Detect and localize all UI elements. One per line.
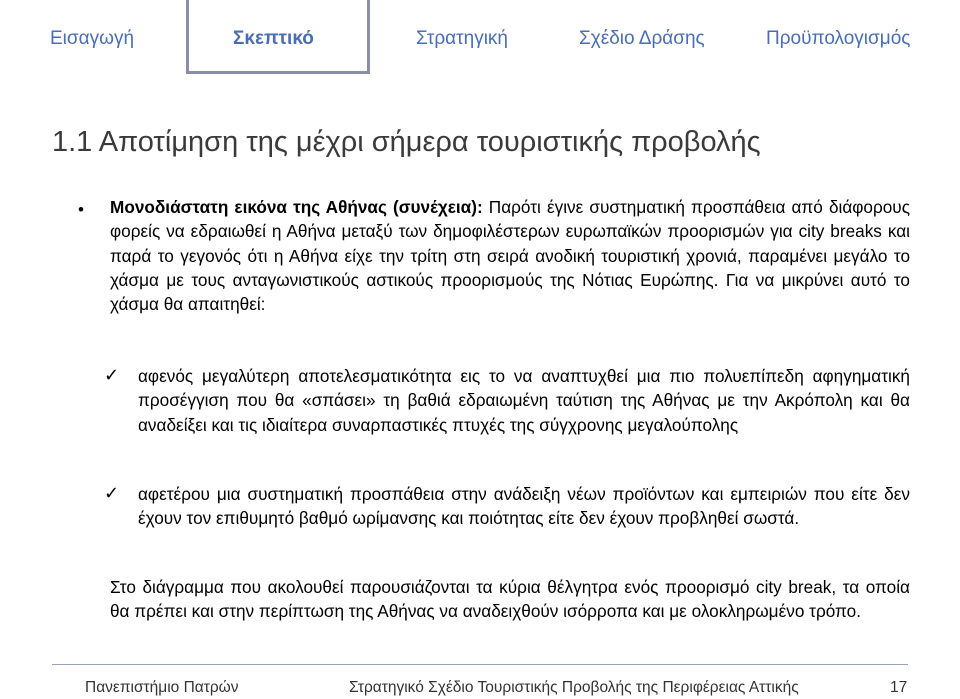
checkmark-icon: ✓: [104, 365, 120, 385]
page-number: 17: [890, 679, 908, 696]
tab-strategy[interactable]: Στρατηγική: [416, 28, 508, 49]
section-title: 1.1 Αποτίμηση της μέχρι σήμερα τουριστικής προβολής: [52, 126, 761, 158]
checkmark-icon: ✓: [104, 483, 120, 503]
footer-university: Πανεπιστήμιο Πατρών: [85, 679, 239, 696]
check-item-1: αφενός μεγαλύτερη αποτελεσματικότητα εις το να αναπτυχθεί μια πιο πολυεπίπεδη αφηγηματική προσέγγιση που θα «σπάσει» τη βαθιά εδραιωμένη ταύτιση της Αθήνας με την Ακρόπολη και θα αναδείξει και τις ιδιαίτερα συναρπαστικές πτυχές της σύγχρονης μεγαλούπολης: [138, 366, 910, 435]
footer-document-title: Στρατηγικό Σχέδιο Τουριστικής Προβολής της Περιφέρειας Αττικής: [349, 679, 799, 696]
intro-bold-lead: Μονοδιάστατη εικόνα της Αθήνας (συνέχεια):: [110, 197, 483, 217]
bullet-marker: •: [78, 200, 84, 219]
tab-rationale[interactable]: Σκεπτικό: [233, 28, 314, 49]
intro-paragraph: [110, 195, 910, 316]
check-item-2: αφετέρου μια συστηματική προσπάθεια στην ανάδειξη νέων προϊόντων και εμπειριών που είτε δεν έχουν τον επιθυμητό βαθμό ωρίμανσης και ποιότητας είτε δεν έχουν προβληθεί σωστά.: [138, 484, 910, 529]
closing-paragraph: Στο διάγραμμα που ακολουθεί παρουσιάζονται τα κύρια θέλγητρα ενός προορισμό city break, τα οποία θα πρέπει και στην περίπτωση της Αθήνας να αναδειχθούν ισόρροπα και με ολοκληρωμένο τρόπο.: [110, 577, 910, 622]
top-navigation: [0, 0, 960, 90]
tab-introduction[interactable]: Εισαγωγή: [50, 28, 135, 49]
intro-text: Παρότι έγινε συστηματική προσπάθεια από διάφορους φορείς να εδραιωθεί η Αθήνα μεταξύ των δημοφιλέστερων ευρωπαϊκών προορισμών για city breaks και παρά το γεγονός ότι η Αθήνα είχε την τρίτη στη σειρά ανοδική τουριστική χρονιά, παραμένει μεγάλο το χάσμα με τους ανταγωνιστικούς αστικούς προορισμούς της Νότιας Ευρώπης. Για να μικρύνει αυτό το χάσμα θα απαιτηθεί:: [110, 197, 910, 315]
tab-budget[interactable]: Προϋπολογισμός: [766, 28, 911, 49]
tab-action-plan[interactable]: Σχέδιο Δράσης: [579, 28, 705, 49]
footer-divider: [52, 664, 908, 665]
